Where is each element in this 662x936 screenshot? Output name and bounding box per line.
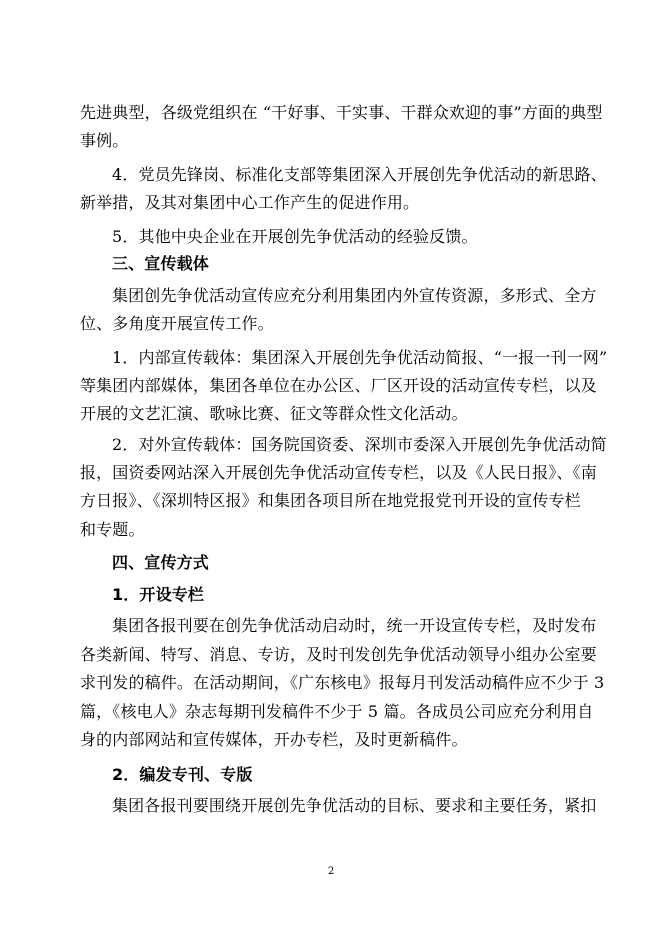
paragraph-line: 报，国资委网站深入开展创先争优活动宣传专栏，以及《人民日报》、《南 <box>80 463 597 482</box>
paragraph-line: 集团创先争优活动宣传应充分利用集团内外宣传资源，多形式、全方 <box>112 286 597 305</box>
paragraph-line: 位、多角度开展宣传工作。 <box>80 314 274 333</box>
paragraph-line: 篇，《核电人》杂志每期刊发稿件不少于 5 篇。各成员公司应充分利用自 <box>80 702 594 721</box>
paragraph-line: 各类新闻、特写、消息、专访，及时刊发创先争优活动领导小组办公室要 <box>80 645 597 664</box>
page-number: 2 <box>327 866 335 877</box>
paragraph-line: 5．其他中央企业在开展创先争优活动的经验反馈。 <box>112 227 478 246</box>
paragraph-line: 身的内部网站和宣传媒体，开办专栏，及时更新稿件。 <box>80 730 468 749</box>
paragraph-line: 4．党员先锋岗、标准化支部等集团深入开展创先争优活动的新思路、 <box>112 165 607 184</box>
paragraph-line: 集团各报刊要围绕开展创先争优活动的目标、要求和主要任务，紧扣 <box>112 796 597 815</box>
paragraph-line: 集团各报刊要在创先争优活动启动时，统一开设宣传专栏，及时发布 <box>112 616 597 635</box>
paragraph-line: 事例。 <box>80 131 129 150</box>
paragraph-line: 开展的文艺汇演、歌咏比赛、征文等群众性文化活动。 <box>80 404 468 423</box>
section-heading: 四、宣传方式 <box>112 553 209 572</box>
paragraph-line: 和专题。 <box>80 520 145 539</box>
paragraph-line: 先进典型，各级党组织在 “干好事、干实事、干群众欢迎的事”方面的典型 <box>80 103 603 122</box>
paragraph-line: 1．内部宣传载体：集团深入开展创先争优活动简报、“一报一刊一网” <box>112 348 608 367</box>
subsection-heading: 1．开设专栏 <box>112 585 205 604</box>
subsection-heading: 2．编发专刊、专版 <box>112 765 253 784</box>
paragraph-line: 2．对外宣传载体：国务院国资委、深圳市委深入开展创先争优活动简 <box>112 435 607 454</box>
paragraph-line: 求刊发的稿件。在活动期间，《广东核电》报每月刊发活动稿件应不少于 3 <box>80 673 605 692</box>
paragraph-line: 方日报》、《深圳特区报》和集团各项目所在地党报党刊开设的宣传专栏 <box>80 491 581 510</box>
paragraph-line: 新举措，及其对集团中心工作产生的促进作用。 <box>80 193 420 212</box>
section-heading: 三、宣传载体 <box>112 254 209 273</box>
paragraph-line: 等集团内部媒体，集团各单位在办公区、厂区开设的活动宣传专栏，以及 <box>80 376 597 395</box>
